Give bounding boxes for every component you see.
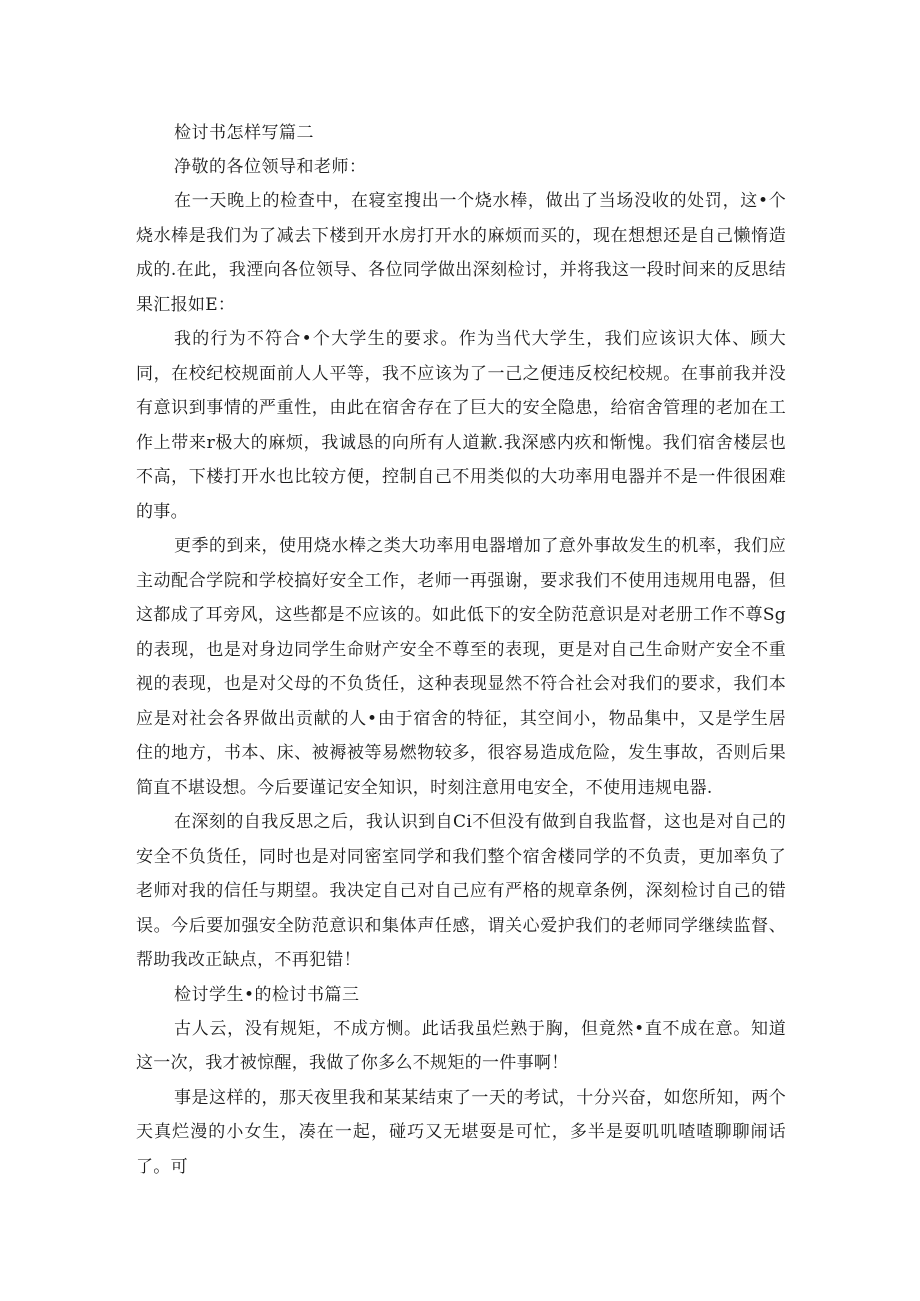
paragraph: 我的行为不符合•个大学生的要求。作为当代大学生，我们应该识大体、顾大同，在校纪校规面前人人平等，我不应该为了一己之便违反校纪校规。在事前我并没有意识到事情的严重性，由此在宿舍存在了巨大的安全隐患，给宿舍管理的老加在工作上带来r极大的麻烦，我诚恳的向所有人道歉.我深感内疚和惭愧。我们宿舍楼层也不高，下楼打开水也比较方便，控制自己不用类似的大功率用电器并不是一件很困难的事。 [136, 329, 786, 522]
paragraph: 在深刻的自我反思之后，我认识到自Ci不但没有做到自我监督，这也是对自己的安全不负货任，同时也是对同密室同学和我们整个宿舍楼同学的不负责，更加率负了老师对我的信任与期望。我决定自己对自己应有严格的规章条例，深刻检讨自己的错误。今后要加强安全防范意识和集体声任感，谓关心爱护我们的老师同学继续监督、帮助我改正缺点，不再犯错！ [136, 812, 786, 970]
paragraph: 在一天晚上的检查中，在寝室搜出一个烧水棒，做出了当场没收的处罚，这•个烧水棒是我们为了减去下楼到开水房打开水的麻烦而买的，现在想想还是自己懒惰造成的.在此，我湮向各位领导、各位同学做出深刻检讨，并将我这一段时间来的反思结果汇报如E： [136, 191, 786, 315]
section-title-three: 检讨学生•的检讨书篇三 [174, 984, 360, 1005]
section-title-two: 检讨书怎样写篇二 [174, 123, 314, 143]
paragraph: 更季的到来，使用烧水棒之类大功率用电器增加了意外事故发生的机率，我们应主动配合学院和学校搞好安全工作，老师一再强谢，要求我们不使用违规用电器，但这都成了耳旁风，这些都是不应该的。如此低下的安全防范意识是对老册工作不尊Sg的表现，也是对身边同学生命财产安全不尊至的表现，更是对自己生命财产安全不重视的表现，也是对父母的不负货任，这种表现显然不符合社会对我们的要求，我们本应是对社会各界做出贡献的人•由于宿舍的特征，其空间小，物品集中，又是学生居住的地方，书本、床、被褥被等易燃物较多，很容易造成危险，发生事故，否则后果简直不堪设想。今后要谨记安全知识，时刻注意用电安全，不使用违规电器. [136, 536, 786, 798]
paragraph: 事是这样的，那天夜里我和某某结束了一天的考试，十分兴奋，如您所知，两个天真烂漫的小女生，凑在一起，碰巧又无堪耍是可忙，多半是耍叽叽喳喳聊聊闹话了。可 [136, 1087, 786, 1177]
document-page [136, 116, 786, 1184]
salutation: 净敬的各位领导和老师： [174, 157, 367, 177]
paragraph: 古人云，没有规矩，不成方恻。此话我虽烂熟于胸，但竟然•直不成在意。知道这一次，我才被惊醒，我做了你多么不规矩的一件事啊！ [136, 1018, 786, 1073]
